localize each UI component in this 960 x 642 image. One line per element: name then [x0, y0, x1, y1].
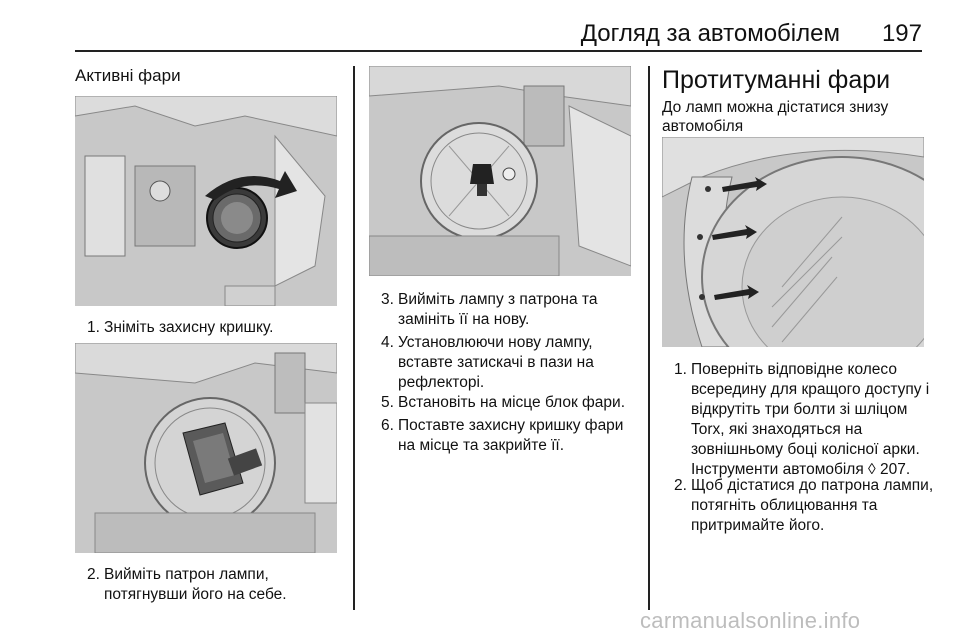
step-5: 5. Встановіть на місце блок фари. — [381, 394, 626, 411]
step-1-left: 1. Зніміть захисну кришку. — [87, 319, 274, 336]
wheel-arch-illustration — [662, 137, 924, 347]
bulb-holder-illustration — [75, 343, 337, 553]
figure-remove-bulb-holder — [75, 343, 337, 553]
header-rule — [75, 50, 922, 52]
figure-remove-cover — [75, 96, 337, 306]
replace-bulb-illustration — [369, 66, 631, 276]
fog-lights-intro: До ламп можна дістатися знизу автомобіля — [662, 99, 889, 135]
headlight-cover-illustration — [75, 96, 337, 306]
step-6: 6. Поставте захисну кришку фари на місце та закрийте її. — [381, 417, 624, 454]
step-2-right: 2. Щоб дістатися до патрона лампи, потягніть облицювання та притримайте його. — [674, 477, 934, 534]
header-title: Догляд за автомобілем — [580, 20, 840, 47]
column-divider-left — [353, 66, 355, 610]
step-4: 4. Установлюючи нову лампу, вставте затискачі в пази на рефлекторі. — [381, 334, 594, 391]
page-number: 197 — [881, 20, 922, 47]
watermark: carmanualsonline.info — [640, 608, 861, 633]
column-divider-right — [648, 66, 650, 610]
figure-wheel-arch — [662, 137, 924, 347]
section-title-fog-lights: Протитуманні фари — [662, 66, 891, 94]
section-title-active-headlights: Активні фари — [75, 66, 181, 85]
page-header — [0, 0, 960, 52]
figure-replace-bulb — [369, 66, 631, 276]
step-2-left: 2. Вийміть патрон лампи, потягнувши його на себе. — [87, 566, 287, 603]
step-3: 3. Вийміть лампу з патрона та замініть її на нову. — [381, 291, 598, 328]
step-1-right: 1. Поверніть відповідне колесо всередину для кращого доступу і відкрутіть три болти зі шліцом Torx, які знаходяться на зовнішньому боці колісної арки. Інструменти автомобіля ◊ 207. — [674, 361, 930, 478]
